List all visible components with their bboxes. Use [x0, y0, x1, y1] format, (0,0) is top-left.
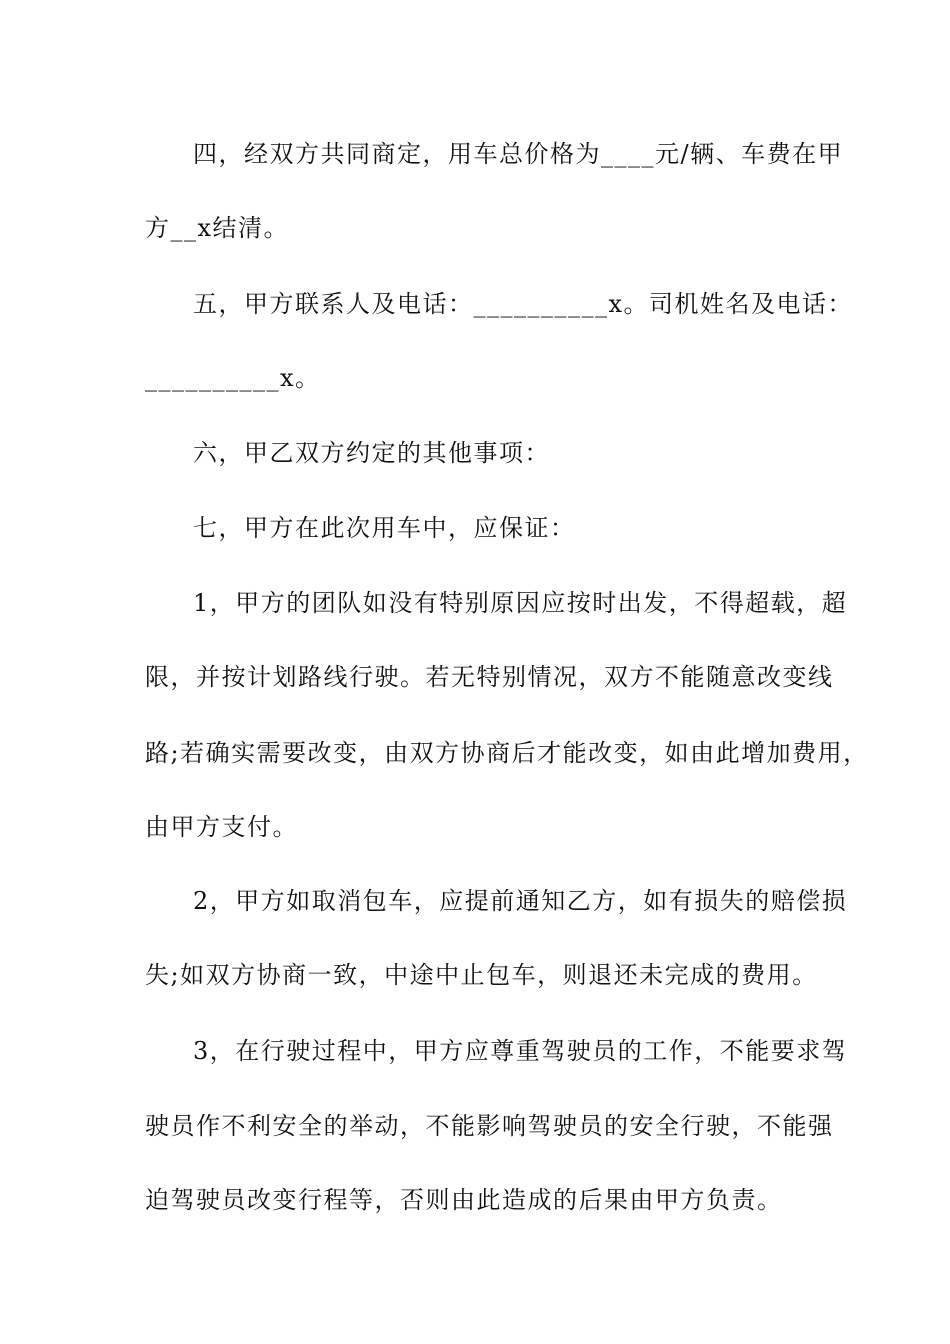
- item-3-line-3: 迫驾驶员改变行程等，否则由此造成的后果由甲方负责。: [145, 1186, 783, 1214]
- item-1-line-3: 路;若确实需要改变，由双方协商后才能改变，如由此增加费用，: [145, 739, 869, 767]
- item-1-line-1: 1，甲方的团队如没有特别原因应按时出发，不得超载，超: [193, 589, 848, 617]
- item-1-line-2: 限，并按计划路线行驶。若无特别情况，双方不能随意改变线: [145, 663, 834, 691]
- item-3-line-2: 驶员作不利安全的举动，不能影响驾驶员的安全行驶，不能强: [145, 1112, 834, 1140]
- item-1-line-4: 由甲方支付。: [145, 813, 298, 841]
- clause-5-line-2: __________x。: [145, 364, 321, 392]
- clause-7-heading: 七，甲方在此次用车中，应保证：: [193, 514, 576, 542]
- item-2-line-1: 2，甲方如取消包车，应提前通知乙方，如有损失的赔偿损: [193, 887, 848, 915]
- clause-4-line-1: 四，经双方共同商定，用车总价格为____元/辆、车费在甲: [193, 140, 844, 168]
- clause-5-line-1: 五，甲方联系人及电话：__________x。司机姓名及电话：: [193, 290, 854, 318]
- clause-4-line-2: 方__x结清。: [145, 214, 290, 242]
- item-2-line-2: 失;如双方协商一致，中途中止包车，则退还未完成的费用。: [145, 961, 818, 989]
- clause-6-line-1: 六，甲乙双方约定的其他事项：: [193, 439, 550, 467]
- item-3-line-1: 3，在行驶过程中，甲方应尊重驾驶员的工作，不能要求驾: [193, 1037, 848, 1065]
